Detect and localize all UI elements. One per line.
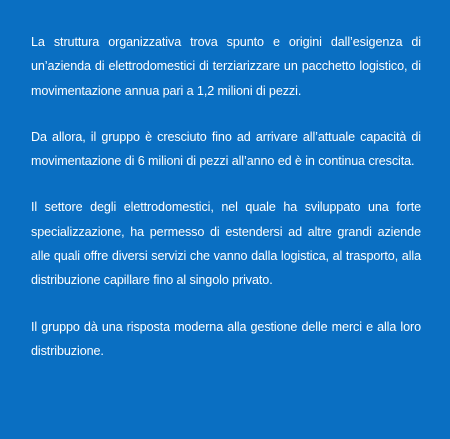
paragraph-modern-response: Il gruppo dà una risposta moderna alla gestione delle merci e alla loro distribuzione. [31, 319, 421, 358]
paragraph-specialization: Il settore degli elettrodomestici, nel quale ha sviluppato una forte specializzazione, ha permesso di estendersi ad altre grandi aziende alle quali offre diversi servizi che vanno dalla logistica, al trasporto, alla distribuzione capillare fino al singolo privato. [31, 200, 421, 288]
paragraph-growth: Da allora, il gruppo è cresciuto fino ad arrivare all’attuale capacità di movimentazione di 6 milioni di pezzi all’anno ed è in continua crescita. [31, 129, 421, 169]
paragraph-origins: La struttura organizzativa trova spunto e origini dall’esigenza di un’azienda di elettrodomestici di terziarizzare un pacchetto logistico, di movimentazione annua pari a 1,2 milioni di pezzi. [31, 35, 421, 98]
